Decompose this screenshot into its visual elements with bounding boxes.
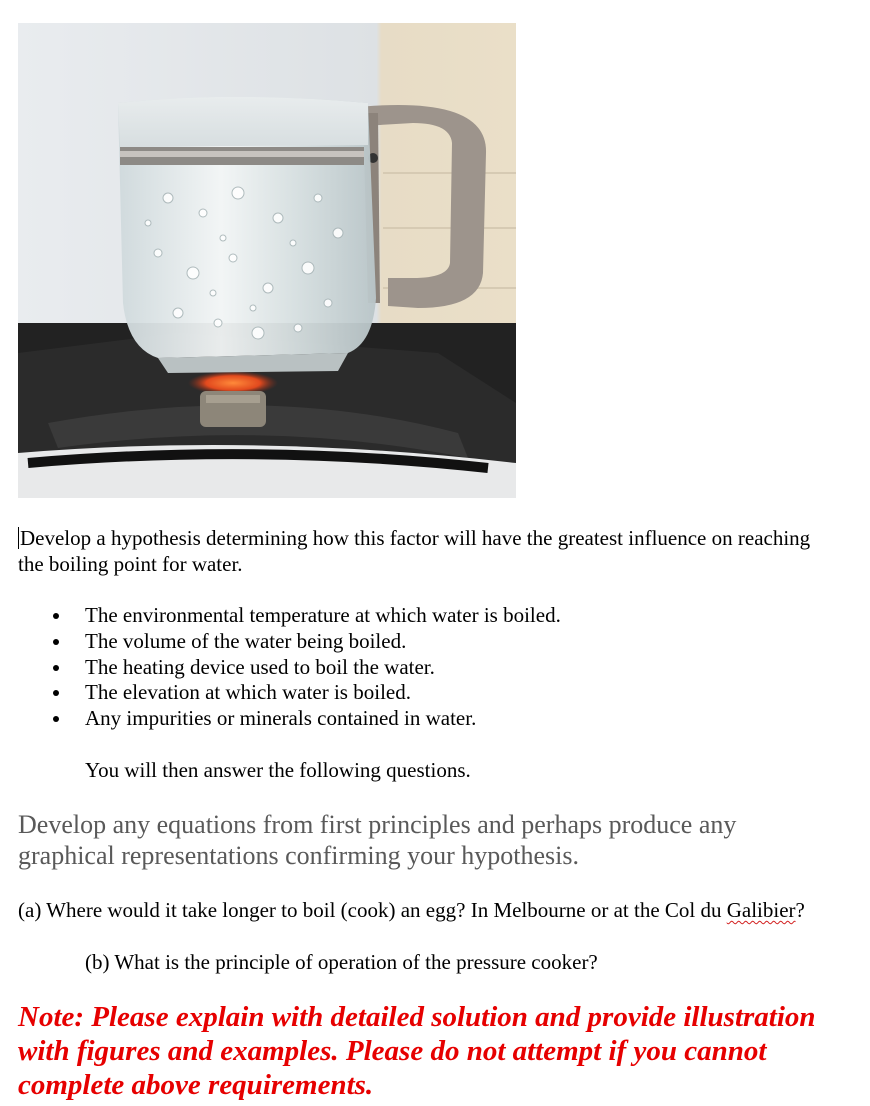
intro-paragraph xyxy=(18,525,818,577)
bullet-icon xyxy=(53,613,59,619)
question-a-suffix: ? xyxy=(795,898,805,922)
question-a xyxy=(18,897,805,923)
factor-text: Any impurities or minerals contained in water. xyxy=(85,706,477,731)
factor-text: The environmental temperature at which water is boiled. xyxy=(85,603,561,627)
list-item xyxy=(0,629,561,655)
bullet-icon xyxy=(53,665,59,671)
list-item xyxy=(0,680,561,706)
bullet-icon xyxy=(53,716,59,722)
note-text: Note: Please explain with detailed solution and provide illustration with figures and examples. Please do not attempt if you cannot complete above requirements. xyxy=(18,1001,816,1101)
text-cursor xyxy=(18,527,19,549)
develop-heading: Develop any equations from first principles and perhaps produce any graphical representations confirming your hypothesis. xyxy=(18,810,737,870)
list-item xyxy=(0,706,561,732)
factor-list xyxy=(0,603,561,732)
boiling-water-photo xyxy=(18,23,516,498)
instructions-text: You will then answer the following questions. xyxy=(85,758,471,782)
factor-text: The volume of the water being boiled. xyxy=(85,628,407,653)
list-item xyxy=(0,655,561,681)
question-a-text: (a) Where would it take longer to boil (cook) an egg? In Melbourne or at the Col du xyxy=(18,898,727,922)
list-item xyxy=(0,603,561,629)
intro-text: Develop a hypothesis determining how this factor will have the greatest influence on reaching the boiling point for water. xyxy=(18,526,811,576)
bullet-icon xyxy=(53,639,59,645)
bullet-icon xyxy=(53,690,59,696)
factor-text: The heating device used to boil the water. xyxy=(85,654,435,679)
factor-text: The elevation at which water is boiled. xyxy=(85,680,411,705)
spellcheck-flagged-word[interactable]: Galibier xyxy=(726,898,796,922)
question-b: (b) What is the principle of operation of the pressure cooker? xyxy=(85,950,598,974)
